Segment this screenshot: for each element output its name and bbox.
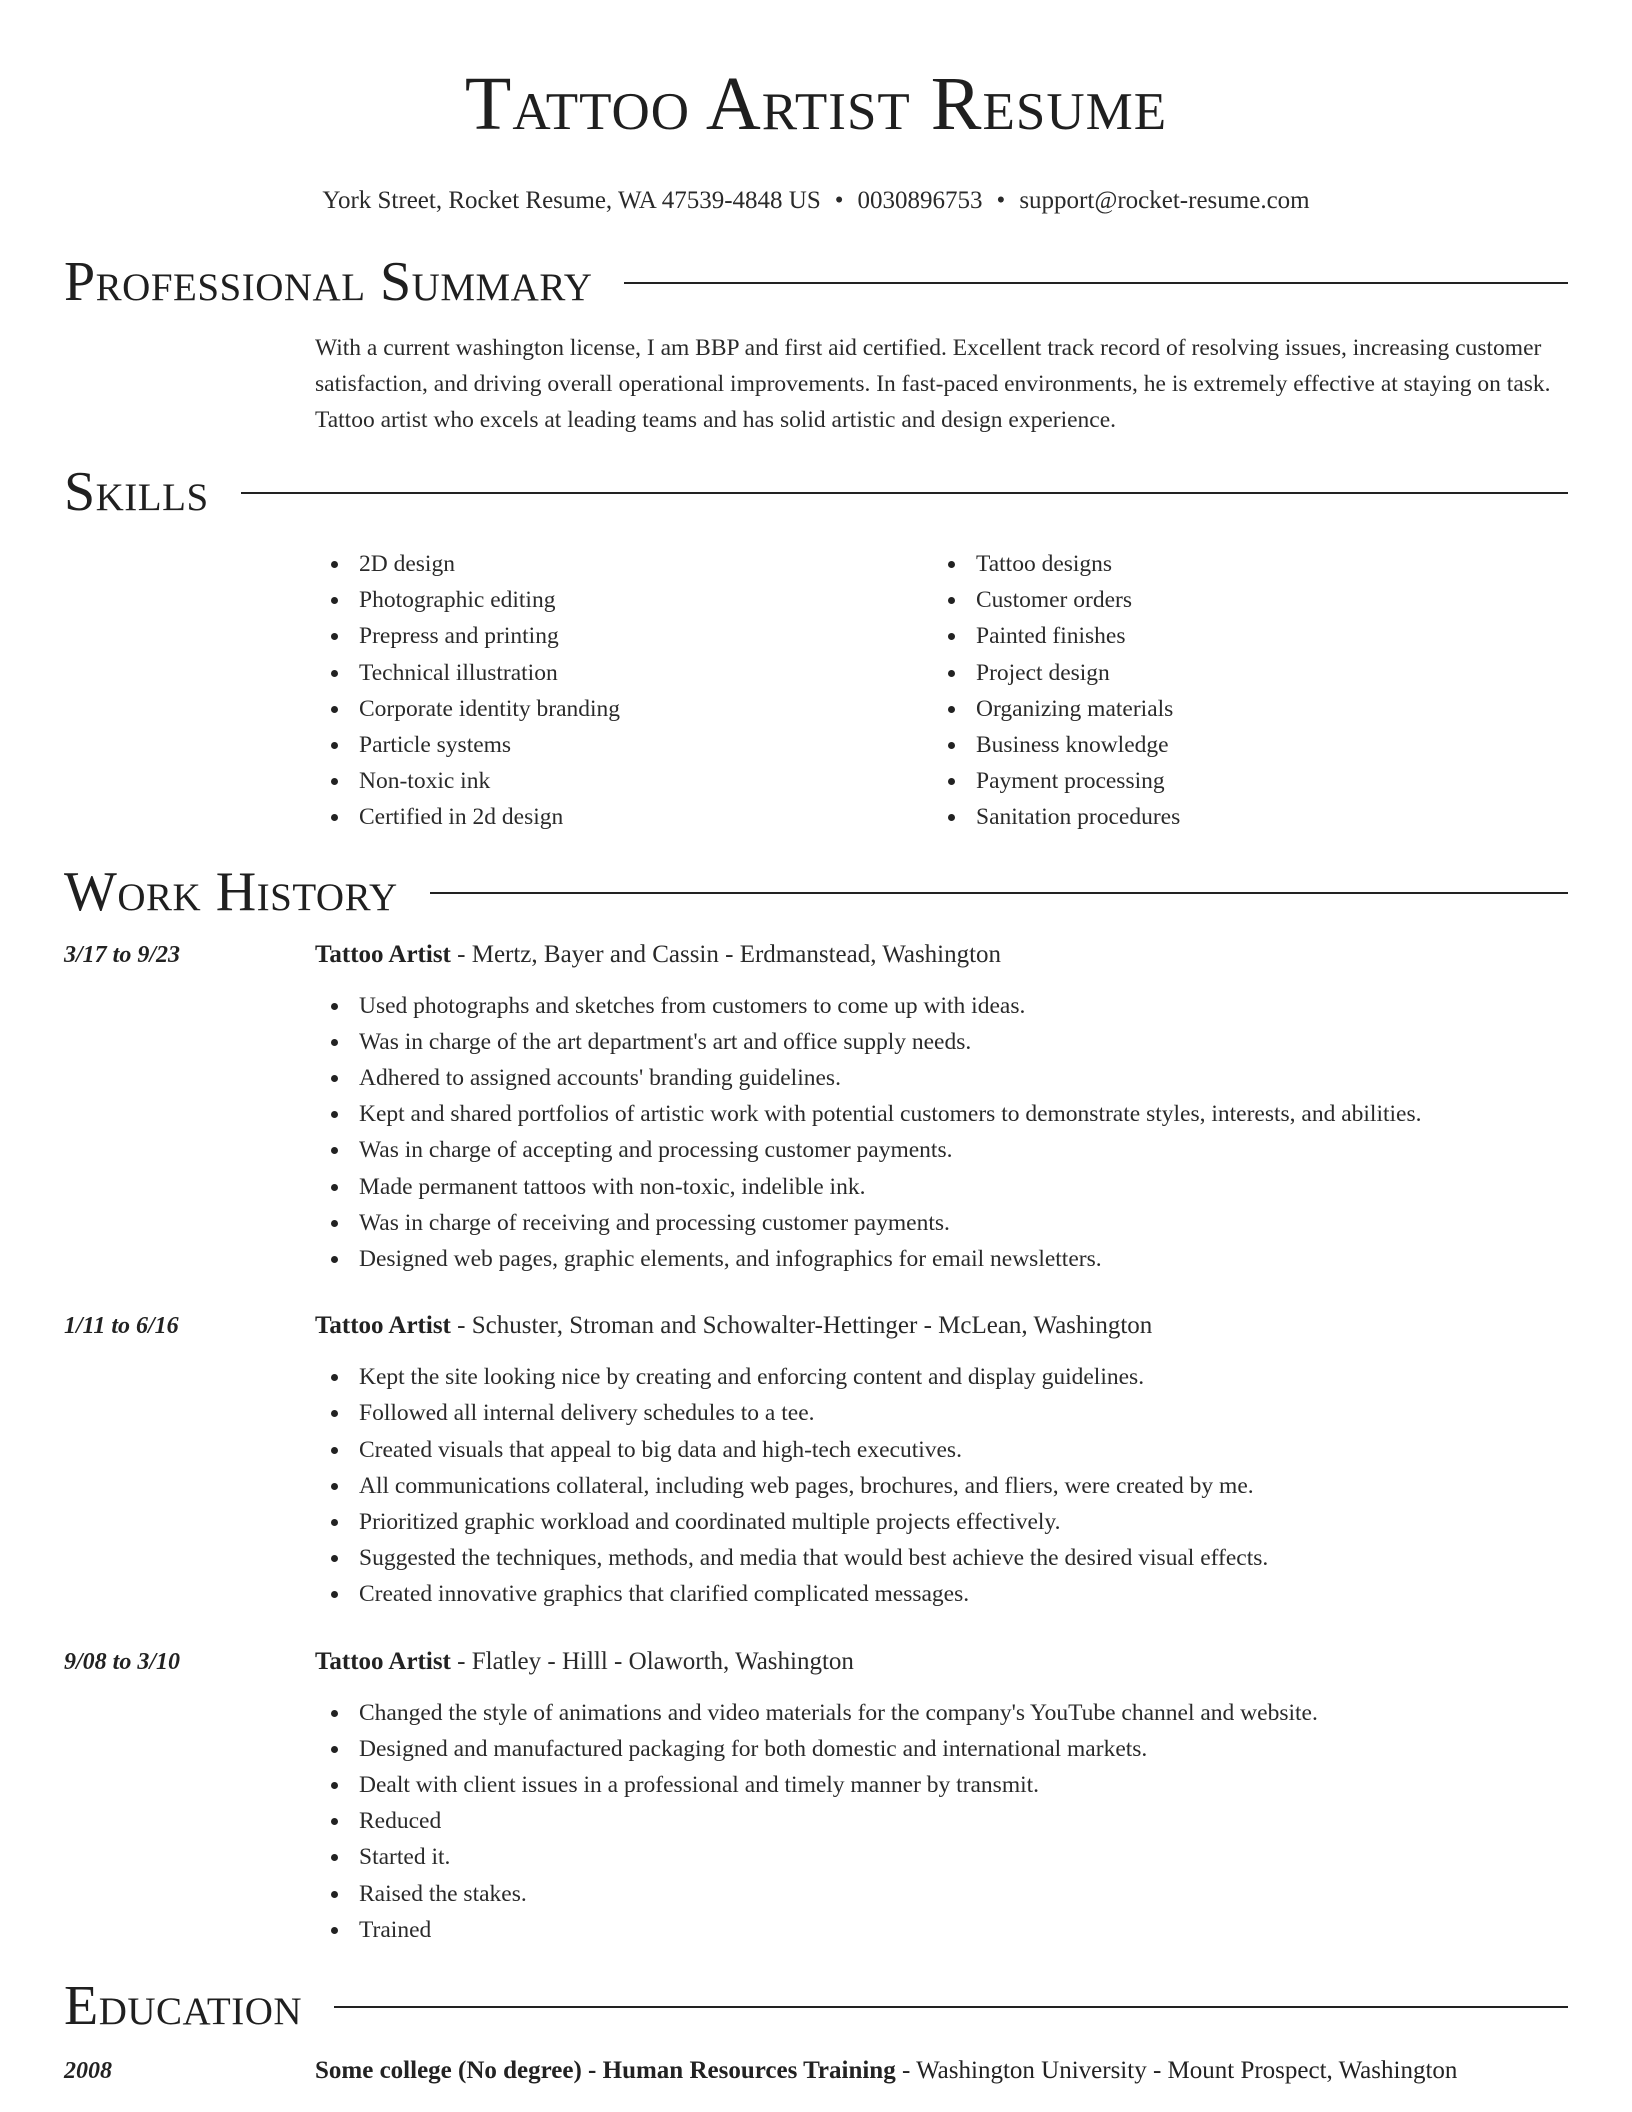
skill-item: Tattoo designs [932, 546, 1549, 582]
resume-page [64, 0, 1568, 2088]
duty-item: Reduced [315, 1803, 1568, 1839]
skill-item: Particle systems [315, 727, 932, 763]
duty-item: Was in charge of receiving and processing customer payments. [315, 1205, 1568, 1241]
skill-item: Non-toxic ink [315, 763, 932, 799]
job-title-line [315, 938, 1568, 972]
job-entry [64, 1309, 1568, 1612]
skill-item: 2D design [315, 546, 932, 582]
duty-item: Made permanent tattoos with non-toxic, indelible ink. [315, 1169, 1568, 1205]
duty-item: Changed the style of animations and video materials for the company's YouTube channel and website. [315, 1695, 1568, 1731]
duty-item: Prioritized graphic workload and coordinated multiple projects effectively. [315, 1504, 1568, 1540]
skill-item: Photographic editing [315, 582, 932, 618]
education-school: - Washington University - Mount Prospect, Washington [895, 2057, 1458, 2085]
duty-item: Dealt with client issues in a professional and timely manner by transmit. [315, 1767, 1568, 1803]
skill-item: Certified in 2d design [315, 799, 932, 835]
summary-heading: Professional Summary [64, 251, 593, 313]
section-divider [241, 492, 1568, 494]
education-date: 2008 [64, 2058, 112, 2085]
section-divider [624, 282, 1568, 284]
duty-item: Suggested the techniques, methods, and media that would best achieve the desired visual effects. [315, 1540, 1568, 1576]
duty-item: Used photographs and sketches from customers to come up with ideas. [315, 988, 1568, 1024]
skill-item: Payment processing [932, 763, 1549, 799]
section-divider [430, 892, 1568, 894]
job-entry [64, 938, 1568, 1278]
contact-email[interactable]: support@rocket-resume.com [1019, 187, 1310, 214]
skills-list [315, 546, 1568, 836]
job-role: Tattoo Artist [315, 1647, 451, 1675]
job-title-line [315, 1645, 1568, 1679]
skill-item: Organizing materials [932, 691, 1549, 727]
duty-item: Kept and shared portfolios of artistic work with potential customers to demonstrate styles, interests, and abilities. [315, 1096, 1568, 1132]
duty-item: Trained [315, 1912, 1568, 1948]
education-entry [64, 2054, 1568, 2088]
contact-line [64, 184, 1568, 218]
skill-item: Prepress and printing [315, 618, 932, 654]
duty-item: All communications collateral, including web pages, brochures, and fliers, were created by me. [315, 1468, 1568, 1504]
duty-item: Created visuals that appeal to big data and high-tech executives. [315, 1432, 1568, 1468]
job-entry [64, 1645, 1568, 1948]
resume-title: Tattoo Artist Resume [464, 62, 1168, 146]
skill-item: Painted finishes [932, 618, 1549, 654]
skill-item: Sanitation procedures [932, 799, 1549, 835]
job-date: 9/08 to 3/10 [64, 1648, 181, 1675]
contact-separator: • [834, 187, 844, 214]
job-role: Tattoo Artist [315, 940, 451, 968]
skill-item: Project design [932, 655, 1549, 691]
summary-section-header [64, 248, 1568, 316]
summary-text: With a current washington license, I am BBP and first aid certified. Excellent track record of resolving issues, increasing customer satisfaction, and driving overall operational improvements. In fast-paced environments, he is extremely effective at staying on task. Tattoo artist who excels at leading teams and has solid artistic and design experience. [315, 335, 1551, 433]
duty-item: Created innovative graphics that clarified complicated messages. [315, 1576, 1568, 1612]
section-divider [334, 2006, 1568, 2008]
duty-item: Designed web pages, graphic elements, and infographics for email newsletters. [315, 1241, 1568, 1277]
skills-section-header [64, 458, 1568, 526]
education-section-header [64, 1972, 1568, 2040]
skill-item: Corporate identity branding [315, 691, 932, 727]
duty-item: Was in charge of the art department's art and office supply needs. [315, 1024, 1568, 1060]
contact-separator: • [996, 187, 1006, 214]
skill-item: Technical illustration [315, 655, 932, 691]
skills-heading: Skills [64, 461, 209, 523]
contact-phone: 0030896753 [857, 187, 983, 214]
job-duties [315, 1695, 1568, 1948]
duty-item: Started it. [315, 1839, 1568, 1875]
duty-item: Followed all internal delivery schedules to a tee. [315, 1395, 1568, 1431]
skill-item: Customer orders [932, 582, 1549, 618]
education-degree: Some college (No degree) - Human Resources Training [315, 2057, 896, 2085]
contact-address: York Street, Rocket Resume, WA 47539-4848 US [322, 187, 821, 214]
job-date: 1/11 to 6/16 [64, 1313, 179, 1340]
education-line [315, 2054, 1568, 2088]
job-duties [315, 1359, 1568, 1612]
skills-column-right [932, 546, 1549, 836]
education-heading: Education [64, 1975, 303, 2038]
job-date: 3/17 to 9/23 [64, 941, 181, 968]
skill-item: Business knowledge [932, 727, 1549, 763]
duty-item: Adhered to assigned accounts' branding guidelines. [315, 1060, 1568, 1096]
duty-item: Kept the site looking nice by creating and enforcing content and display guidelines. [315, 1359, 1568, 1395]
duty-item: Raised the stakes. [315, 1876, 1568, 1912]
duty-item: Designed and manufactured packaging for both domestic and international markets. [315, 1731, 1568, 1767]
work-heading: Work History [64, 860, 398, 923]
work-section-header [64, 858, 1568, 926]
job-employer: - Flatley - Hilll - Olaworth, Washington [450, 1647, 854, 1675]
duty-item: Was in charge of accepting and processing customer payments. [315, 1132, 1568, 1168]
job-employer: - Schuster, Stroman and Schowalter-Hettinger - McLean, Washington [450, 1312, 1153, 1340]
job-duties [315, 988, 1568, 1278]
job-role: Tattoo Artist [315, 1312, 451, 1340]
job-title-line [315, 1309, 1568, 1343]
skills-column-left [315, 546, 932, 836]
job-employer: - Mertz, Bayer and Cassin - Erdmanstead, Washington [450, 940, 1002, 968]
